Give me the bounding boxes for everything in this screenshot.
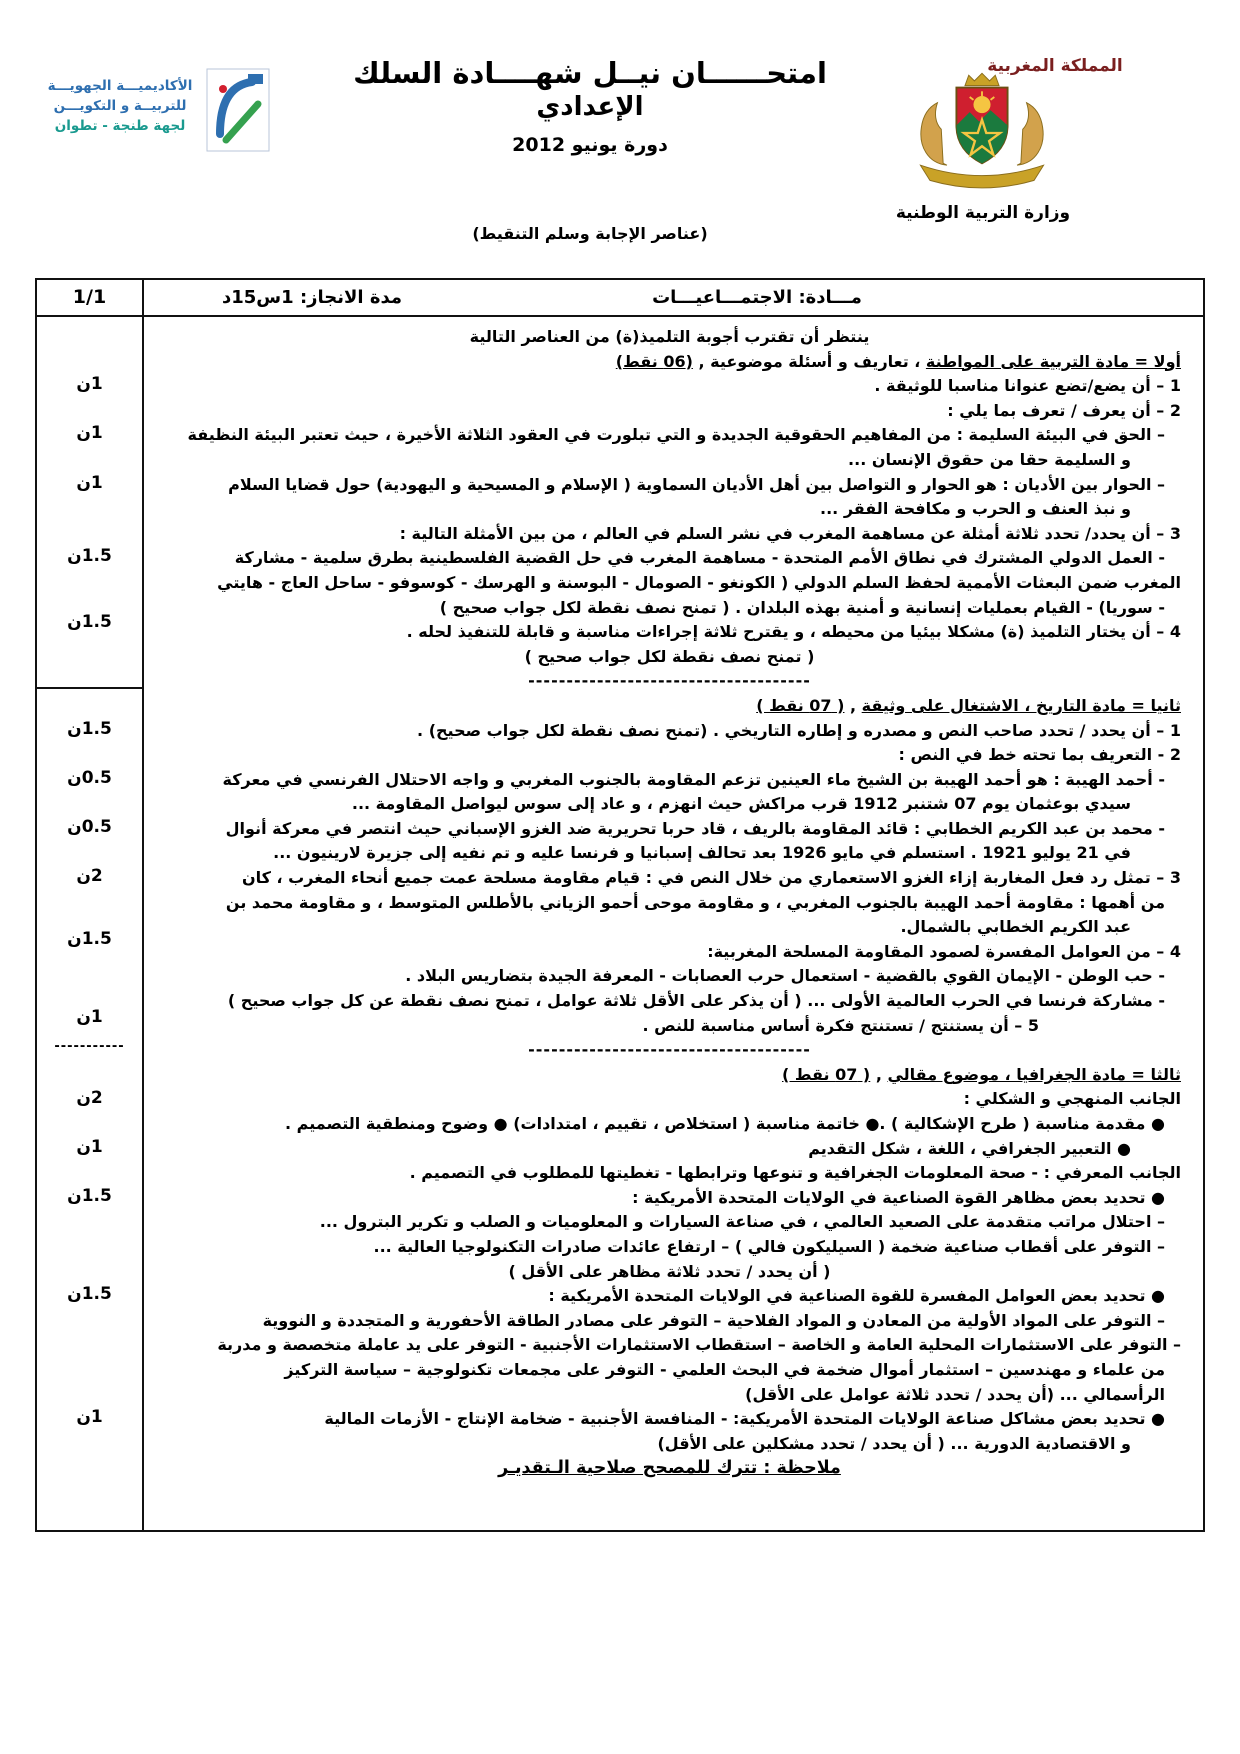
answer-key-frame: [35, 278, 1205, 1532]
answer-line: ● تحديد بعض العوامل المفسرة للقوة الصناعية في الولايات المتحدة الأمريكية :: [548, 1286, 1165, 1306]
answer-line: 5 – أن يستنتج / تستنتج فكرة أساس مناسبة للنص .: [642, 1015, 1039, 1035]
mark-value: 1.5ن: [67, 612, 112, 632]
mark-value: 2ن: [76, 1088, 103, 1108]
answer-line: 1 – أن يحدد / تحدد صاحب النص و مصدره و إطاره التاريخي . (تمنح نصف نقطة لكل جواب صحيح) .: [417, 720, 1181, 740]
mark-value: 1.5ن: [67, 719, 112, 739]
section-divider: -------------------------------------: [528, 671, 811, 691]
grader-note: ملاحظة : تترك للمصحح صلاحية الـتقديـر: [498, 1458, 841, 1479]
answer-line: من علماء و مهندسين – استثمار أموال ضخمة في البحث العلمي - التوفر على مجمعات تكنولوجية – سياسة التركيز: [284, 1359, 1165, 1379]
mark-value: 1ن: [76, 1137, 103, 1157]
section1-points: (06 نقط): [615, 351, 693, 371]
answer-line: عبد الكريم الخطابي بالشمال.: [900, 917, 1131, 937]
answer-line: - مشاركة فرنسا في الحرب العالمية الأولى ... ( أن يذكر على الأقل ثلاثة عوامل ، تمنح نصف نقطة عن كل جواب صحيح ): [227, 991, 1165, 1011]
answer-content: [142, 317, 1203, 1530]
mark-value: 1ن: [76, 473, 103, 493]
mark-value: 1.5ن: [67, 1186, 112, 1206]
section3-title: ثالثا = مادة الجغرافيا ، موضوع مقالي: [887, 1064, 1181, 1084]
marks-section-rule: [37, 687, 142, 689]
mark-value: 1.5ن: [67, 929, 112, 949]
mark-value: 1ن: [76, 1407, 103, 1427]
section2-title-rest: ,: [844, 695, 862, 715]
answer-line: - العمل الدولي المشترك في نطاق الأمم المتحدة - مساهمة المغرب في حل القضية الفلسطينية بطرق سلمية - مشاركة: [234, 548, 1165, 568]
mark-value: 1ن: [76, 374, 103, 394]
answer-line: - محمد بن عبد الكريم الخطابي : قائد المقاومة بالريف ، قاد حربا تحريرية ضد الغزو الإسباني حيث انتصر في معركة أنوال: [225, 818, 1165, 838]
answer-line: – احتلال مراتب متقدمة على الصعيد العالمي ، في صناعة السيارات و المعلوميات و الصلب و تكرير البترول ...: [319, 1212, 1165, 1232]
intro-line: ينتظر أن تقترب أجوبة التلميذ(ة) من العناصر التالية: [469, 327, 870, 346]
kingdom-title: المملكة المغربية: [987, 56, 1123, 76]
section1-title-rest: ، تعاريف و أسئلة موضوعية ,: [692, 351, 926, 371]
answer-line: 3 – أن يحدد/ تحدد ثلاثة أمثلة عن مساهمة المغرب في نشر السلم في العالم ، من بين الأمثلة التالية :: [399, 523, 1181, 543]
section2-title: ثانيا = مادة التاريخ ، الاشتغال على وثيقة: [861, 695, 1181, 715]
section3-points: ( 07 نقط ): [781, 1064, 871, 1084]
answer-line: ● تحديد بعض مشاكل صناعة الولايات المتحدة الأمريكية: - المنافسة الأجنبية - ضخامة الإنتاج - الأزمات المالية: [324, 1409, 1165, 1429]
section3-heading: [150, 1063, 1189, 1088]
answer-line: – التوفر على أقطاب صناعية ضخمة ( السيليكون فالي ) – ارتفاع عائدات صادرات التكنولوجيا العالية ...: [373, 1236, 1165, 1256]
answer-line: - سوريا) - القيام بعمليات إنسانية و أمنية بهذه البلدان . ( تمنح نصف نقطة لكل جواب صحيح ): [439, 597, 1165, 617]
mark-value: 0.5ن: [67, 817, 112, 837]
section2-points: ( 07 نقط ): [756, 695, 845, 715]
mark-value: 1.5ن: [67, 1284, 112, 1304]
section3-title-rest: ,: [870, 1064, 888, 1084]
subject-label: مـــادة: الاجتمـــاعيـــات: [652, 287, 862, 308]
answer-line: سيدي بوعثمان يوم 07 شتنبر 1912 قرب مراكش حيث انهزم ، و عاد إلى سوس ليواصل المقاومة ...: [351, 794, 1131, 814]
answer-line: 1 – أن يضع/تضع عنوانا مناسبا للوثيقة .: [874, 376, 1181, 396]
answer-line: ● تحديد بعض مظاهر القوة الصناعية في الولايات المتحدة الأمريكية :: [632, 1187, 1165, 1207]
ministry-name: وزارة التربية الوطنية: [895, 203, 1071, 223]
section1-title: أولا = مادة التربية على المواطنة: [925, 351, 1181, 371]
answer-key-subtitle: (عناصر الإجابة وسلم التنقيط): [472, 224, 708, 243]
answer-line: – التوفر على الاستثمارات المحلية العامة و الخاصة – استقطاب الاستثمارات الأجنبية - التوفر على يد عاملة متخصصة و مدربة: [217, 1335, 1181, 1355]
answer-line: و نبذ العنف و الحرب و مكافحة الفقر ...: [820, 499, 1131, 519]
marks-column: [37, 317, 142, 1530]
academy-logo-icon: [206, 68, 270, 156]
answer-line: 4 – أن يختار التلميذ (ة) مشكلا بيئيا من محيطه ، و يقترح ثلاثة إجراءات مناسبة و قابلة للتنفيذ لحله .: [406, 622, 1181, 642]
answer-line: 4 – من العوامل المفسرة لصمود المقاومة المسلحة المغربية:: [707, 941, 1181, 961]
section-divider: -------------------------------------: [528, 1040, 811, 1060]
mark-value: 1.5ن: [67, 546, 112, 566]
answer-line: الجانب المنهجي و الشكلي :: [963, 1089, 1181, 1109]
page-number: 1/1: [72, 286, 107, 308]
academy-name: [36, 76, 204, 136]
academy-line1: الأكاديميـــة الجهويـــة: [47, 78, 193, 94]
morocco-coat-of-arms-icon: [892, 70, 1072, 200]
exam-title-line2: الإعدادي: [536, 92, 644, 122]
section1-heading: [150, 350, 1189, 375]
exam-title-line1: امتحــــــان نيــل شهــــادة السلك: [353, 56, 827, 90]
exam-title-block: [340, 56, 840, 156]
answer-line: و السليمة حقا من حقوق الإنسان ...: [848, 449, 1131, 469]
answer-line: ● التعبير الجغرافي ، اللغة ، شكل التقديم: [808, 1138, 1131, 1158]
section2-heading: [150, 694, 1189, 719]
answer-line: 2 – أن يعرف / تعرف بما يلي :: [947, 400, 1181, 420]
answer-line: – الحوار بين الأديان : هو الحوار و التواصل بين أهل الأديان السماوية ( الإسلام و المسيحية و اليهودية) حول قضايا السلام: [228, 474, 1165, 494]
answer-line: 2 - التعريف بما تحته خط في النص :: [898, 745, 1181, 765]
mark-value: 1ن: [76, 1007, 103, 1027]
answer-line: و الاقتصادية الدورية ... ( أن يحدد / تحدد مشكلين على الأقل): [657, 1433, 1131, 1453]
answer-line: المغرب ضمن البعثات الأممية لحفظ السلم الدولي ( الكونغو - الصومال - البوسنة و الهرسك - كوسوفو - ساحل العاج - هايتي: [217, 572, 1181, 592]
exam-session: دورة يونيو 2012: [512, 134, 668, 156]
duration-label: مدة الانجاز: 1س15د: [221, 287, 402, 308]
answer-line: 3 – تمثل رد فعل المغاربة إزاء الغزو الاستعماري من خلال النص في : قيام مقاومة مسلحة عمت جميع أنحاء المغرب ، كان: [241, 868, 1181, 888]
answer-line: – الحق في البيئة السليمة : من المفاهيم الحقوقية الجديدة و التي تبلورت في العقود الثلاثة الأخيرة ، حيث تعتبر البيئة النظيفة: [187, 425, 1165, 445]
answer-line: الجانب المعرفي : - صحة المعلومات الجغرافية و تنوعها وترابطها - تغطيتها للمطلوب في التصميم .: [409, 1163, 1181, 1183]
academy-line2: للتربيــة و التكويـــن: [53, 98, 187, 114]
mark-value: 0.5ن: [67, 768, 112, 788]
answer-line: في 21 يوليو 1921 . استسلم في مايو 1926 بعد تحالف إسبانيا و فرنسا عليه و تم نفيه إلى جزيرة لارينيون ...: [273, 843, 1131, 863]
marks-section-dashes: -----------: [54, 1039, 125, 1054]
academy-line3: لجهة طنجة - تطوان: [54, 118, 186, 134]
answer-line: من أهمها : مقاومة أحمد الهيبة بالجنوب المغربي ، و مقاومة موحى أحمو الزياني بالأطلس المتوسط ، و مقاومة محمد بن: [225, 892, 1165, 912]
answer-line: ( تمنح نصف نقطة لكل جواب صحيح ): [524, 646, 815, 666]
answer-line: ( أن يحدد / تحدد ثلاثة مظاهر على الأقل ): [508, 1261, 831, 1281]
mark-value: 1ن: [76, 423, 103, 443]
answer-line: – التوفر على المواد الأولية من المعادن و المواد الفلاحية – التوفر على مصادر الطاقة الأحفورية و المتجددة و النووية: [262, 1310, 1165, 1330]
answer-line: الرأسمالي ... (أن يحدد / تحدد ثلاثة عوامل على الأقل): [745, 1384, 1165, 1404]
answer-line: - أحمد الهيبة : هو أحمد الهيبة بن الشيخ ماء العينين تزعم المقاومة بالجنوب المغربي و واجه الاحتلال الفرنسي في معركة: [222, 769, 1165, 789]
mark-value: 2ن: [76, 866, 103, 886]
info-bar: [37, 280, 1203, 317]
answer-line: - حب الوطن - الإيمان القوي بالقضية - استعمال حرب العصابات - المعرفة الجيدة بتضاريس البلاد .: [405, 966, 1165, 986]
answer-line: ● مقدمة مناسبة ( طرح الإشكالية ) .● خاتمة مناسبة ( استخلاص ، تقييم ، امتدادات) ● وضوح ومنطقية التصميم .: [285, 1114, 1165, 1133]
